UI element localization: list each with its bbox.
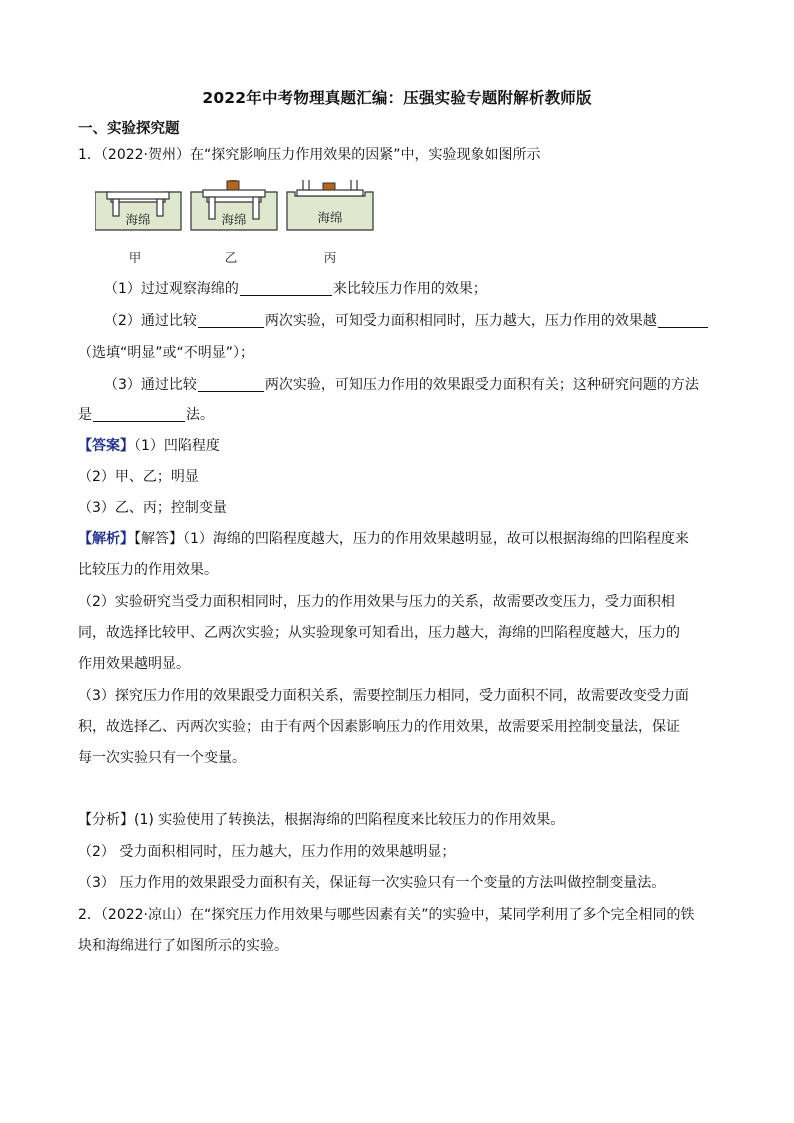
fenxi-2: （2） 受力面积相同时，压力越大，压力作用的效果越明显；: [78, 844, 456, 860]
answer-2: （2）甲、乙；明显: [78, 469, 199, 485]
fenxi-1: (1) 实验使用了转换法，根据海绵的凹陷程度来比较压力的作用效果。: [134, 812, 565, 828]
solution-3b: 积，故选择乙、丙两次实验；由于有两个因素影响压力的作用效果，故需要采用控制变量法，保证: [78, 719, 680, 735]
fenxi-tag: 【分析】: [78, 812, 134, 828]
q1-part3-text-c: 是: [78, 407, 92, 423]
weight-bing: [323, 183, 335, 190]
panel-label-jia: 甲: [128, 250, 142, 265]
solution-2b: 同，故选择比较甲、乙两次实验；从实验现象可知看出，压力越大，海绵的凹陷程度越大，压力的: [78, 625, 680, 641]
table-leg-jia-right: [157, 199, 163, 216]
fenxi-3: （3） 压力作用的效果跟受力面积有关，保证每一次实验只有一个变量的方法叫做控制变量法。: [78, 875, 666, 891]
table-leg-bing-right: [351, 180, 357, 190]
solution-line-1: [78, 529, 689, 549]
table-top-bing: [297, 190, 363, 196]
q1-part2-text-b: 两次实验，可知受力面积相同时，压力越大，压力作用的效果越: [264, 313, 657, 329]
q1-part1-text-a: （1）过过观察海绵的: [104, 281, 239, 297]
answer-3: （3）乙、丙；控制变量: [78, 500, 227, 516]
answer-tag: 【答案】: [78, 438, 134, 454]
question-2-line-1: 2．（2022·凉山）在“探究压力作用效果与哪些因素有关”的实验中，某同学利用了多个完全相同的铁: [78, 907, 695, 923]
q1-part3-text-a: （3）通过比较: [104, 377, 197, 393]
table-leg-jia-left: [113, 199, 119, 216]
question-1-stem: 1．（2022·贺州）在“探究影响压力作用效果的因紧”中，实验现象如图所示: [78, 147, 541, 163]
table-leg-yi-right: [253, 197, 259, 219]
section-heading: 一、实验探究题: [78, 121, 180, 137]
sponge-label-jia: 海绵: [125, 212, 151, 227]
table-leg-bing-left: [303, 180, 309, 190]
solution-2a: （2）实验研究当受力面积相同时，压力的作用效果与压力的关系，故需要改变压力，受力面积相: [78, 594, 675, 610]
sponge-label-yi: 海绵: [221, 212, 247, 227]
q1-part1-text-b: 来比较压力作用的效果；: [332, 281, 487, 297]
answer-blank[interactable]: [198, 313, 264, 328]
solution-3a: （3）探究压力作用的效果跟受力面积关系，需要控制压力相同，受力面积不同，故需要改变受力面: [78, 688, 689, 704]
solution-2c: 作用效果越明显。: [78, 656, 190, 672]
page-title: 2022年中考物理真题汇编：压强实验专题附解析教师版: [202, 89, 592, 107]
panel-yi: [191, 180, 277, 265]
q1-part2: [104, 311, 709, 331]
answer-line-1: [78, 436, 220, 456]
question-2-line-2: 块和海绵进行了如图所示的实验。: [78, 938, 288, 954]
solution-3c: 每一次实验只有一个变量。: [78, 750, 246, 766]
panel-label-yi: 乙: [224, 250, 238, 265]
answer-blank[interactable]: [658, 313, 708, 328]
q1-part3: [104, 375, 699, 395]
weight-yi: [227, 181, 239, 190]
analysis-tag: 【解析】: [78, 531, 134, 547]
table-leg-yi-left: [209, 197, 215, 219]
answer-blank[interactable]: [198, 377, 264, 392]
q1-part3-text-b: 两次实验，可知压力作用的效果跟受力面积有关；这种研究问题的方法: [264, 377, 699, 393]
panel-bing: [287, 180, 373, 265]
q1-part3-line2: [78, 405, 214, 425]
q1-part1: [104, 279, 487, 299]
panel-jia: [95, 192, 181, 265]
weight-knob-yi: [230, 180, 236, 181]
q1-part3-text-d: 法。: [186, 407, 214, 423]
fenxi-line-1: [78, 810, 564, 830]
answer-blank[interactable]: [240, 281, 332, 296]
table-top-yi: [203, 190, 265, 197]
answer-1: （1）凹陷程度: [134, 438, 220, 454]
solution-tag: 【解答】: [134, 531, 183, 547]
table-top-jia: [107, 192, 169, 199]
solution-1b: 比较压力的作用效果。: [78, 562, 218, 578]
sponge-experiment-figure: [95, 180, 395, 270]
solution-1a: （1）海绵的凹陷程度越大，压力的作用效果越明显，故可以根据海绵的凹陷程度来: [183, 531, 689, 547]
answer-blank[interactable]: [93, 407, 185, 422]
q1-part2-text-a: （2）通过比较: [104, 313, 197, 329]
q1-part2-line2: （选填“明显”或“不明显”）；: [78, 345, 255, 361]
panel-label-bing: 丙: [323, 250, 337, 265]
sponge-label-bing: 海绵: [317, 210, 343, 225]
